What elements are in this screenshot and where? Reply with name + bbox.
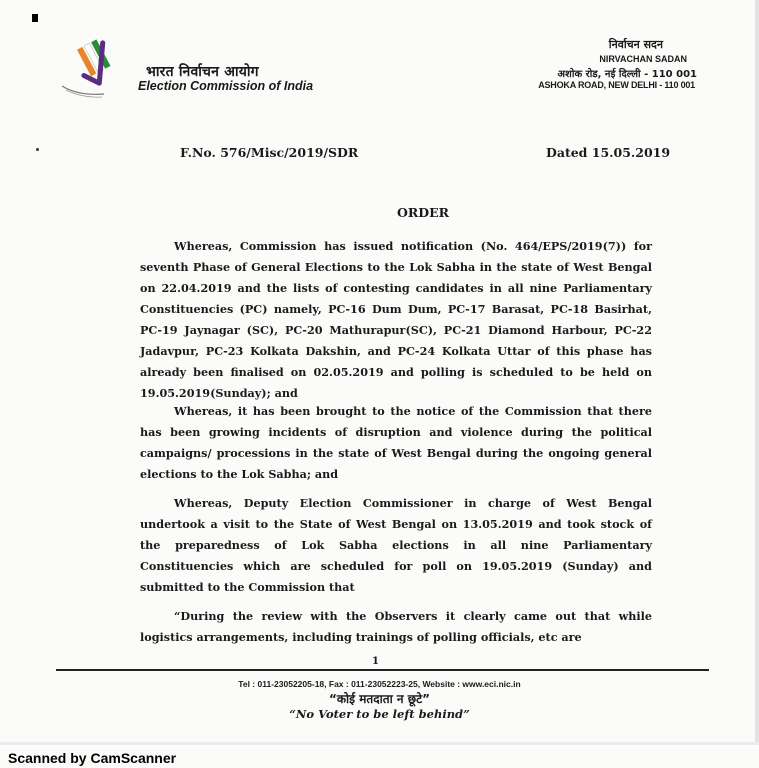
eci-logo-icon bbox=[58, 38, 138, 98]
order-paragraph: Whereas, Commission has issued notification (No. 464/EPS/2019(7)) for seventh Phase of General Elections to the Lok Sabha in the state of West Bengal on 22.04.2019 and the lists of contesting candidates in all nine Parliamentary Constituencies (PC) namely, PC-16 Dum Dum, PC-17 Barasat, PC-18 Basirhat, PC-19 Jaynagar (SC), PC-20 Mathurapur(SC), PC-21 Diamond Harbour, PC-22 Jadavpur, PC-23 Kolkata Dakshin, and PC-24 Kolkata Uttar of this phase has already been finalised on 02.05.2019 and polling is scheduled to be held on 19.05.2019(Sunday); and bbox=[140, 239, 652, 400]
address-line: NIRVACHAN SADAN bbox=[599, 54, 687, 64]
page-number: 1 bbox=[372, 656, 379, 667]
footer-divider bbox=[56, 669, 709, 671]
slogan-hindi: “कोई मतदाता न छूटे” bbox=[328, 692, 431, 706]
order-paragraph: “During the review with the Observers it clearly came out that while logistics arrangements, including trainings of polling officials, etc are bbox=[140, 609, 652, 644]
scan-mark bbox=[32, 14, 38, 22]
address-line: अशोक रोड, नई दिल्ली - 110 001 bbox=[557, 69, 697, 80]
footer-contact: Tel : 011-23052205-18, Fax : 011-23052223-25, Website : www.eci.nic.in bbox=[238, 679, 521, 689]
order-paragraph: Whereas, it has been brought to the notice of the Commission that there has been growing incidents of disruption and violence during the political campaigns/ processions in the state of West Bengal during the ongoing general elections to the Lok Sabha; and bbox=[140, 404, 652, 481]
page-edge-right bbox=[755, 0, 759, 745]
order-title: ORDER bbox=[396, 205, 450, 220]
order-paragraph: Whereas, Deputy Election Commissioner in charge of West Bengal undertook a visit to the State of West Bengal on 13.05.2019 and took stock of the preparedness of Lok Sabha elections in all nine Parliamentary Constituencies which are scheduled for poll on 19.05.2019 (Sunday) and submitted to the Commission that bbox=[140, 496, 652, 594]
address-line: निर्वाचन सदन bbox=[608, 38, 663, 51]
address-line: ASHOKA ROAD, NEW DELHI - 110 001 bbox=[538, 80, 695, 90]
slogan-english: “No Voter to be left behind” bbox=[289, 707, 470, 721]
order-date: Dated 15.05.2019 bbox=[546, 145, 671, 160]
page-edge-bottom bbox=[0, 742, 759, 745]
file-number: F.No. 576/Misc/2019/SDR bbox=[180, 145, 359, 160]
eci-name-hindi: भारत निर्वाचन आयोग bbox=[146, 64, 259, 80]
scan-speck bbox=[36, 148, 39, 151]
eci-name-english: Election Commission of India bbox=[138, 79, 314, 93]
scanner-watermark: Scanned by CamScanner bbox=[8, 750, 177, 766]
